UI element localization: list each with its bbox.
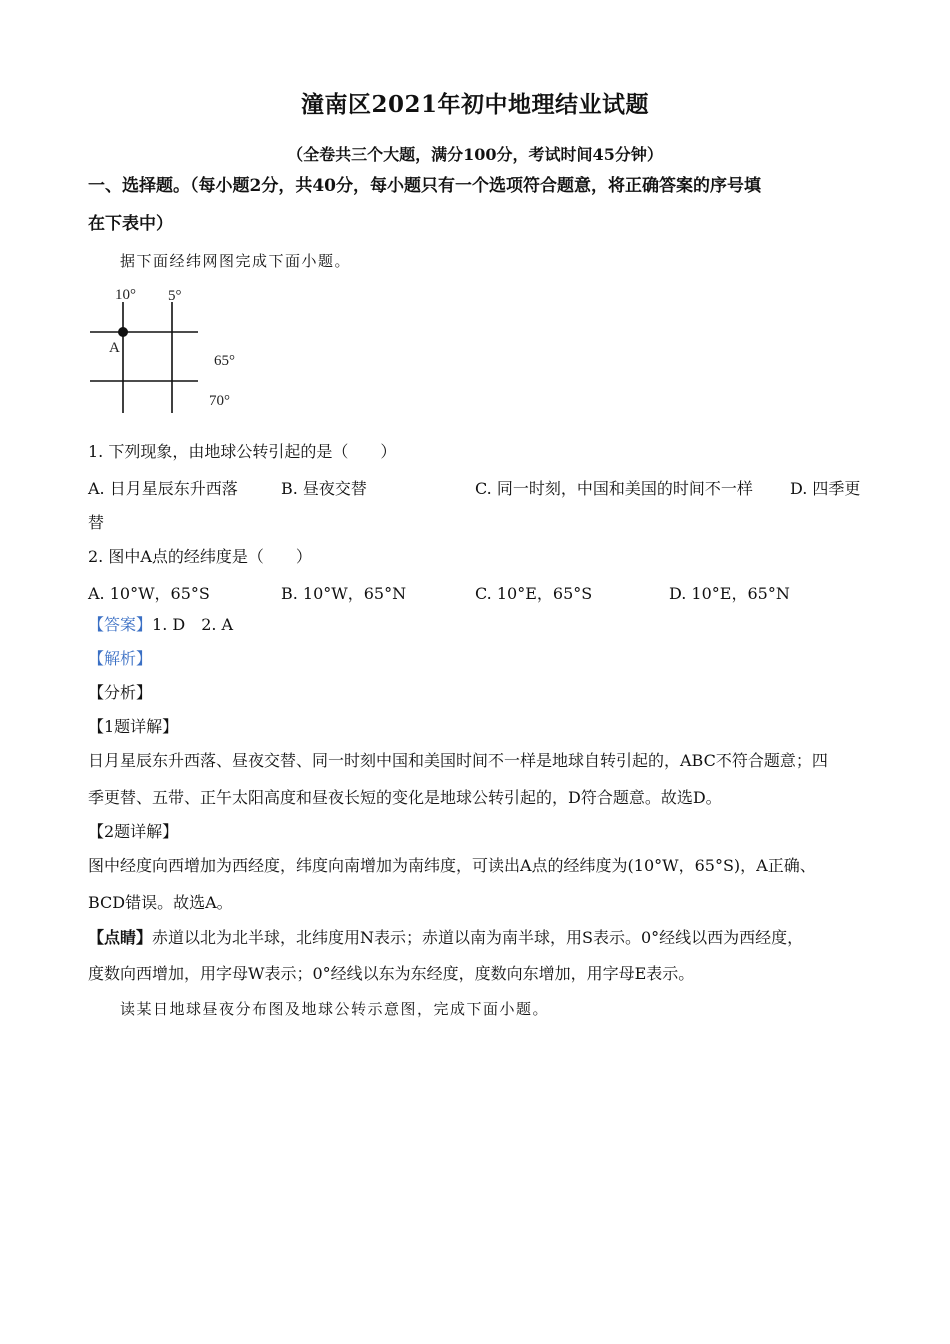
q2-option-b: B. 10°W，65°N (281, 584, 407, 603)
q1-option-a: A. 日月星辰东升西落 (88, 479, 238, 498)
q2-detail-line1: 图中经度向西增加为西经度，纬度向南增加为南纬度，可读出A点的经纬度为(10°W，65°S)，A正确、 (88, 856, 816, 875)
dianjing-label: 【点睛】 (88, 928, 153, 947)
q1-stem: 1. 下列现象，由地球公转引起的是（ ） (88, 442, 397, 461)
lon-label-5: 5° (168, 288, 182, 304)
exam-subtitle: （全卷共三个大题，满分100分，考试时间45分钟） (287, 145, 663, 164)
lat-long-grid-figure (86, 280, 266, 420)
section-heading-line2: 在下表中） (88, 214, 173, 234)
q1-option-d-wrap: 替 (88, 513, 105, 532)
answer-line (88, 614, 878, 636)
jiexi-label: 【解析】 (88, 649, 153, 668)
point-a-label: A (109, 340, 120, 356)
section-heading-line1: 一、选择题。（每小题2分，共40分，每小题只有一个选项符合题意，将正确答案的序号填 (88, 176, 761, 196)
next-figure-intro: 读某日地球昼夜分布图及地球公转示意图，完成下面小题。 (120, 1000, 550, 1018)
q1-option-c: C. 同一时刻，中国和美国的时间不一样 (475, 479, 753, 498)
q1-detail-line1: 日月星辰东升西落、昼夜交替、同一时刻中国和美国时间不一样是地球自转引起的，ABC不符合题意；四 (88, 751, 828, 770)
q1-option-b: B. 昼夜交替 (281, 479, 367, 498)
q2-stem: 2. 图中A点的经纬度是（ ） (88, 547, 312, 566)
q1-detail-line2: 季更替、五带、正午太阳高度和昼夜长短的变化是地球公转引起的，D符合题意。故选D。 (88, 788, 722, 807)
q2-detail-line2: BCD错误。故选A。 (88, 893, 233, 912)
dianjing-line2: 度数向西增加，用字母W表示；0°经线以东为东经度，度数向东增加，用字母E表示。 (88, 964, 695, 983)
figure-intro: 据下面经纬网图完成下面小题。 (120, 252, 352, 270)
fenxi-label: 【分析】 (88, 683, 153, 702)
lat-label-65: 65° (214, 353, 235, 369)
answer-label: 【答案】 (88, 615, 153, 634)
dianjing-line1 (88, 927, 878, 949)
q2-detail-heading: 【2题详解】 (88, 822, 179, 841)
answer-text: 1. D 2. A (152, 615, 234, 634)
lon-label-10: 10° (115, 287, 136, 303)
lat-label-70: 70° (209, 393, 230, 409)
exam-title: 潼南区2021年初中地理结业试题 (300, 91, 649, 118)
q2-option-d: D. 10°E，65°N (669, 584, 790, 603)
q2-option-c: C. 10°E，65°S (475, 584, 593, 603)
q1-option-d: D. 四季更 (790, 479, 861, 498)
point-a-marker (118, 327, 128, 337)
q2-option-a: A. 10°W，65°S (88, 584, 210, 603)
dianjing-text1: 赤道以北为北半球，北纬度用N表示；赤道以南为南半球，用S表示。0°经线以西为西经度， (152, 928, 804, 947)
q1-detail-heading: 【1题详解】 (88, 717, 179, 736)
